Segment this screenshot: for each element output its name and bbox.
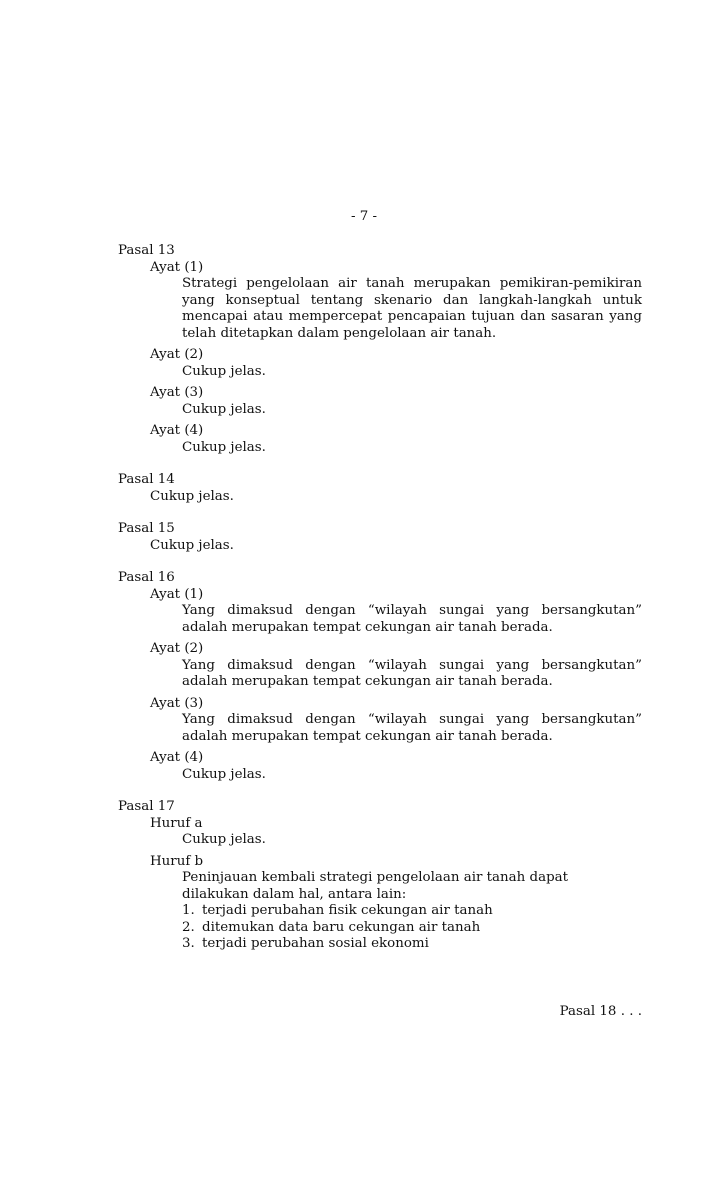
ayat-label: Ayat (3) [150, 695, 204, 711]
pasal-17-title: Pasal 17 [118, 799, 175, 814]
pasal-16-ayat-3 [118, 696, 642, 746]
list-number: 3. [182, 936, 195, 951]
ayat-label: Ayat (1) [150, 259, 204, 275]
pasal-14 [118, 472, 642, 505]
list-text: ditemukan data baru cekungan air tanah [202, 919, 481, 935]
pasal-13 [118, 243, 642, 456]
huruf-text: Cukup jelas. [182, 832, 266, 847]
pasal-16 [118, 570, 642, 783]
ayat-text: Yang dimaksud dengan “wilayah sungai yang bersangkutan” adalah merupakan tempat cekungan air tanah berada. [182, 657, 642, 689]
list-text: terjadi perubahan fisik cekungan air tanah [202, 903, 493, 918]
pasal-16-ayat-2 [118, 641, 642, 691]
numbered-list [118, 903, 642, 953]
ayat-label: Ayat (4) [150, 423, 204, 438]
pasal-16-ayat-4 [118, 750, 642, 783]
pasal-15-title: Pasal 15 [118, 521, 175, 536]
pasal-13-ayat-1 [118, 260, 642, 343]
ayat-text: Cukup jelas. [182, 401, 266, 417]
list-item [182, 903, 642, 920]
ayat-text: Yang dimaksud dengan “wilayah sungai yang bersangkutan” adalah merupakan tempat cekungan air tanah berada. [182, 603, 642, 635]
page-footer-catchword: Pasal 18 . . . [559, 1004, 642, 1019]
huruf-label: Huruf a [150, 815, 203, 831]
ayat-text: Strategi pengelolaan air tanah merupakan pemikiran-pemikiran yang konseptual tentang skenario dan langkah-langkah untuk mencapai atau mempercepat pencapaian tujuan dan sasaran yang telah ditetapkan dalam pengelolaan air tanah. [182, 276, 642, 341]
pasal-15 [118, 521, 642, 554]
list-number: 1. [182, 903, 195, 918]
pasal-17-huruf-a [118, 816, 642, 849]
pasal-17 [118, 799, 642, 953]
pasal-16-title: Pasal 16 [118, 570, 175, 585]
list-number: 2. [182, 919, 195, 935]
ayat-text: Cukup jelas. [182, 439, 266, 455]
ayat-label: Ayat (2) [150, 641, 204, 656]
pasal-15-text: Cukup jelas. [150, 537, 234, 553]
huruf-text-line: dilakukan dalam hal, antara lain: [182, 886, 407, 902]
page-number: - 7 - [350, 209, 378, 224]
pasal-13-ayat-3 [118, 385, 642, 418]
ayat-text: Cukup jelas. [182, 363, 266, 379]
list-item [182, 920, 642, 937]
huruf-text-line: Peninjauan kembali strategi pengelolaan air tanah dapat [182, 870, 569, 885]
ayat-text: Yang dimaksud dengan “wilayah sungai yang bersangkutan” adalah merupakan tempat cekungan air tanah berada. [182, 712, 642, 744]
ayat-label: Ayat (3) [150, 385, 204, 400]
ayat-label: Ayat (4) [150, 750, 204, 765]
pasal-13-ayat-4 [118, 423, 642, 456]
pasal-14-text: Cukup jelas. [150, 488, 234, 504]
pasal-16-ayat-1 [118, 587, 642, 637]
pasal-14-title: Pasal 14 [118, 472, 175, 487]
list-item [182, 936, 642, 953]
document-body [118, 243, 642, 953]
ayat-label: Ayat (1) [150, 586, 204, 602]
ayat-text: Cukup jelas. [182, 766, 266, 782]
pasal-13-title: Pasal 13 [118, 243, 175, 258]
list-text: terjadi perubahan sosial ekonomi [202, 936, 429, 951]
huruf-label: Huruf b [150, 853, 204, 869]
ayat-label: Ayat (2) [150, 347, 204, 362]
pasal-17-huruf-b [118, 854, 642, 953]
pasal-13-ayat-2 [118, 347, 642, 380]
